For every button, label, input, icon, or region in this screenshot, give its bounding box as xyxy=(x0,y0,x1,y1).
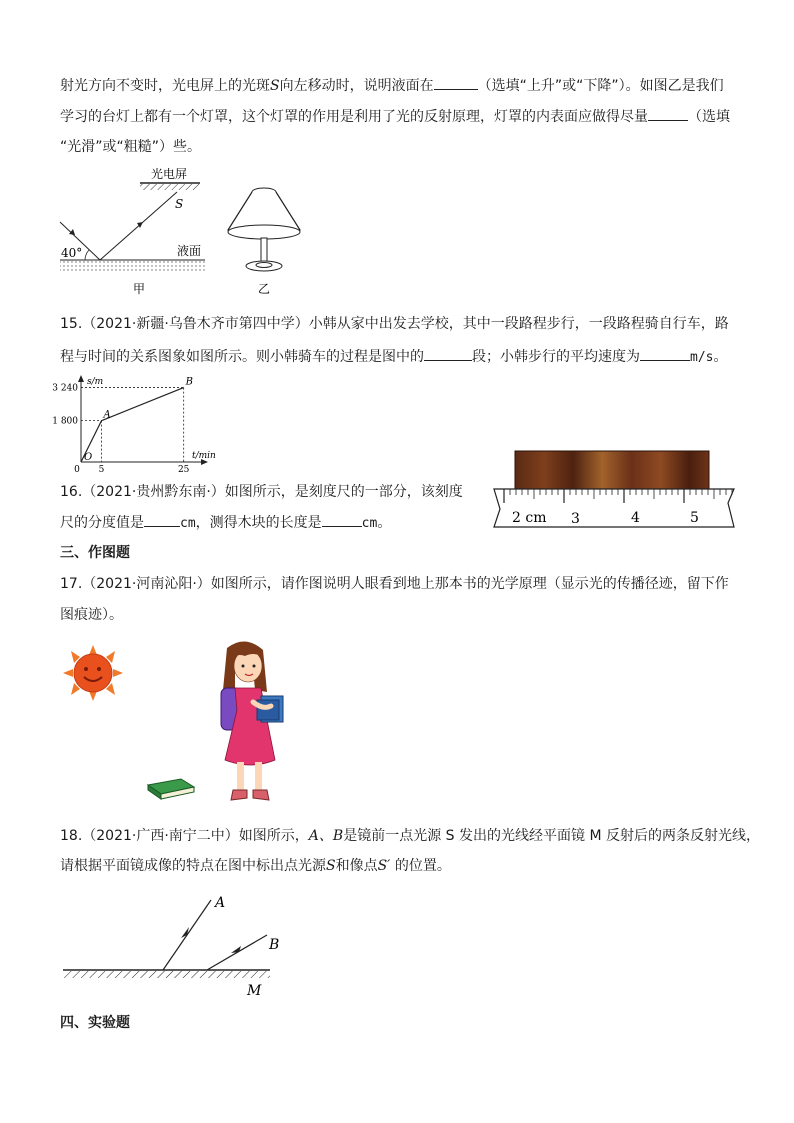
screen-label: 光电屏 xyxy=(151,167,188,181)
q18-text: 请根据平面镜成像的特点在图中标出点光源 xyxy=(60,858,326,874)
q14-text: （选填 xyxy=(688,109,730,125)
q14-text: 向左移动时，说明液面在 xyxy=(279,78,434,94)
x-tick-label-0: 0 xyxy=(74,465,80,475)
q16-text: 。 xyxy=(377,515,392,531)
q18-line1 xyxy=(60,826,760,846)
angle-arc xyxy=(85,250,89,260)
ruler-label-3: 3 xyxy=(571,511,580,527)
q16-blank-2[interactable] xyxy=(322,512,362,527)
mirror-figure xyxy=(55,885,285,1000)
ruler-label-5: 5 xyxy=(690,510,699,526)
q16-text: ，测得木块的长度是 xyxy=(195,515,322,531)
q15-text: 段；小韩步行的平均速度为 xyxy=(472,349,640,365)
q16-line2 xyxy=(60,512,391,534)
angle-label: 40° xyxy=(61,246,83,260)
liquid-label: 液面 xyxy=(177,244,202,258)
q18-text: 的位置。 xyxy=(390,858,451,874)
ray-b-arrow xyxy=(231,946,241,953)
q14-text: 学习的台灯上都有一个灯罩，这个灯罩的作用是利用了光的反射原理，灯罩的内表面应做得尽量 xyxy=(60,109,648,125)
q16-text: 尺的分度值是 xyxy=(60,515,144,531)
ray-label-b: B xyxy=(269,937,280,953)
q14-text: 射光方向不变时，光电屏上的光斑 xyxy=(60,78,270,94)
q14-blank-1[interactable] xyxy=(434,75,478,90)
q18-s-symbol: S xyxy=(326,858,336,874)
sun-face xyxy=(74,654,112,692)
q14-text: （选填“上升”或“下降”）。如图乙是我们 xyxy=(477,78,724,94)
q15-text: 程与时间的关系图象如图所示。则小韩骑车的过程是图中的 xyxy=(60,349,424,365)
lamp-stem xyxy=(261,238,267,262)
liquid-body xyxy=(60,261,205,271)
ruler-label-2cm: 2 cm xyxy=(512,510,547,526)
fig-reflection-jia xyxy=(55,165,215,300)
q14-s-symbol: S xyxy=(270,78,280,94)
q18-text: 18.（2021·广西·南宁二中）如图所示， xyxy=(60,828,309,844)
y-axis-arrow xyxy=(78,375,84,382)
section-3-title: 三、作图题 xyxy=(60,545,130,561)
fig-yi-label: 乙 xyxy=(258,282,271,296)
q18-text: 和像点 xyxy=(335,858,378,874)
reflected-ray xyxy=(100,192,177,260)
y-tick-label-1: 3 240 xyxy=(52,383,78,394)
x-tick-label-2: 25 xyxy=(177,465,190,475)
lamp-shade-rim xyxy=(228,225,300,239)
mirror-label-m: M xyxy=(247,983,262,999)
mirror-hatch xyxy=(63,971,270,978)
q14-text: “光滑”或“粗糙”）些。 xyxy=(60,139,202,155)
point-label-O: O xyxy=(84,452,93,463)
q18-text: 是镜前一点光源 S 发出的光线经平面镜 M 反射后的两条反射光线， xyxy=(343,828,760,844)
q14-line1 xyxy=(60,75,724,96)
section-3-heading xyxy=(60,543,130,563)
ray-label-a: A xyxy=(215,895,226,911)
wood-block xyxy=(515,451,709,489)
section-4-heading xyxy=(60,1013,130,1033)
q18-s-prime-symbol: S′ xyxy=(377,858,391,874)
lamp-base-inner xyxy=(256,263,272,268)
q15-line2 xyxy=(60,346,727,368)
book-on-ground xyxy=(145,775,197,801)
q16-unit-1: cm xyxy=(180,516,196,531)
x-axis-label: t/min xyxy=(192,451,216,461)
q16-text: 16.（2021·贵州黔东南·）如图所示，是刻度尺的一部分，该刻度 xyxy=(60,484,463,500)
q16-blank-1[interactable] xyxy=(144,512,180,527)
q14-line2 xyxy=(60,106,730,127)
q14-line3 xyxy=(60,137,201,157)
screen-hatch xyxy=(140,184,200,190)
q16-line1 xyxy=(60,482,463,502)
fig-lamp-yi xyxy=(222,180,312,300)
graph-segment-AB xyxy=(102,388,184,421)
st-graph xyxy=(52,375,225,475)
girl-illustration xyxy=(205,640,300,805)
q18-ab-symbols: A、B xyxy=(308,828,344,844)
q15-blank-1[interactable] xyxy=(424,346,472,361)
fig-jia-label: 甲 xyxy=(133,282,146,296)
q14-blank-2[interactable] xyxy=(648,106,688,121)
ruler-figure xyxy=(490,445,740,535)
q16-unit-2: cm xyxy=(361,516,378,531)
q17-line2 xyxy=(60,605,123,625)
point-label-A: A xyxy=(103,409,111,421)
y-tick-label-0: 1 800 xyxy=(52,416,78,427)
q15-unit: m/s xyxy=(690,350,714,365)
q15-text: 。 xyxy=(713,349,728,365)
y-axis-label: s/m xyxy=(87,377,104,387)
x-tick-label-1: 5 xyxy=(98,465,105,475)
q17-text: 图痕迹）。 xyxy=(60,607,123,623)
ray-a-arrow xyxy=(181,927,189,938)
spot-s-label: S xyxy=(175,197,184,211)
q15-text: 15.（2021·新疆·乌鲁木齐市第四中学）小韩从家中出发去学校，其中一段路程步行，一段路程骑自行车，路 xyxy=(60,316,729,332)
reflected-ray-b xyxy=(207,935,267,970)
sun-illustration xyxy=(60,643,126,703)
q15-blank-2[interactable] xyxy=(640,346,690,361)
q17-text: 17.（2021·河南沁阳·）如图所示，请作图说明人眼看到地上那本书的光学原理（显示光的传播径迹，留下作 xyxy=(60,576,729,592)
section-4-title: 四、实验题 xyxy=(60,1015,130,1031)
q18-line2 xyxy=(60,856,451,876)
q15-line1 xyxy=(60,314,729,334)
q17-line1 xyxy=(60,574,729,594)
point-label-B: B xyxy=(185,376,194,388)
ruler-label-4: 4 xyxy=(631,510,640,526)
